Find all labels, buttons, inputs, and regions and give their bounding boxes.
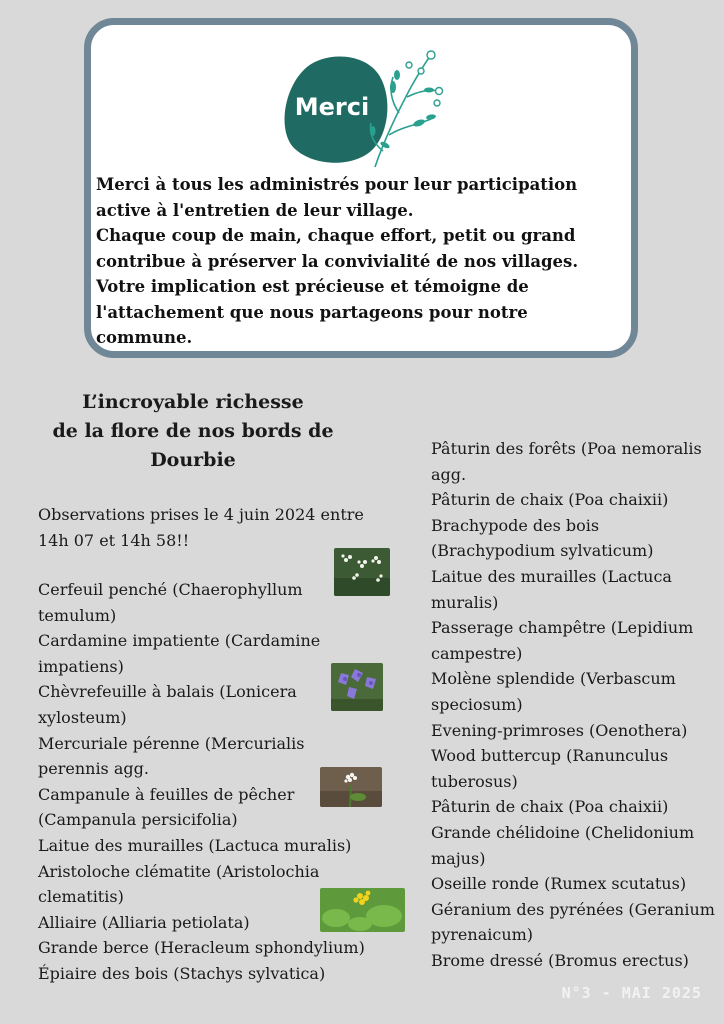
observations-note: Observations prises le 4 juin 2024 entre 14h 07 et 14h 58!! (38, 505, 364, 550)
list-item: Pâturin de chaix (Poa chaixii) (431, 490, 669, 510)
merci-box (84, 18, 638, 358)
list-item: Brome dressé (Bromus erectus) (431, 950, 689, 970)
list-item: Cerfeuil penché (Chaerophyllum temulum) (38, 580, 303, 625)
white-umbel-flowers-photo (334, 548, 390, 596)
list-item: Pâturin des forêts (Poa nemoralis agg. (431, 439, 702, 484)
issue-footer: N°3 - MAI 2025 (561, 984, 702, 1002)
list-item: Épiaire des bois (Stachys sylvatica) (38, 963, 326, 983)
list-item: Wood buttercup (Ranunculus tuberosus) (431, 746, 669, 791)
purple-bellflower-photo (331, 663, 383, 711)
list-item: Alliaire (Alliaria petiolata) (38, 912, 250, 932)
list-item: Laitue des murailles (Lactuca muralis) (431, 566, 672, 612)
list-item: Aristoloche clématite (Aristolochia clematitis) (38, 861, 320, 907)
flora-title: L’incroyable richesse de la flore de nos bords de Dourbie (52, 391, 334, 471)
list-item: Brachypode des bois (Brachypodium sylvaticum) (431, 515, 654, 561)
list-item: Chèvrefeuille à balais (Lonicera xylosteum) (38, 682, 297, 727)
list-item: Pâturin de chaix (Poa chaixii) (431, 797, 669, 817)
merci-message: Merci à tous les administrés pour leur participation active à l'entretien de leur village. Chaque coup de main, chaque effort, petit ou grand contribue à préserver la convivialité de nos villages. Votre implication est précieuse et témoigne de l'attachement que nous partageons pour notre commune. (96, 175, 579, 347)
merci-logo-text: Merci (294, 93, 370, 121)
merci-logo (279, 47, 449, 177)
list-item: Mercuriale pérenne (Mercurialis perennis agg. (38, 733, 305, 779)
list-item: Grande berce (Heracleum sphondylium) (38, 938, 365, 958)
list-item: Campanule à feuilles de pêcher (Campanula persicifolia) (38, 784, 295, 830)
list-item: Passerage champêtre (Lepidium campestre) (431, 618, 694, 663)
list-item: Oseille ronde (Rumex scutatus) (431, 874, 687, 894)
list-item: Molène splendide (Verbascum speciosum) (431, 669, 676, 714)
list-item: Géranium des pyrénées (Geranium pyrenaicum) (431, 899, 715, 945)
list-item: Evening-primroses (Oenothera) (431, 720, 688, 740)
yellow-flower-photo (320, 888, 405, 932)
list-item: Cardamine impatiente (Cardamine impatiens) (38, 631, 321, 676)
list-item: Grande chélidoine (Chelidonium majus) (431, 822, 695, 868)
white-flower-cluster-photo (320, 767, 382, 807)
flora-list-right (431, 436, 716, 973)
list-item: Laitue des murailles (Lactuca muralis) (38, 835, 352, 855)
